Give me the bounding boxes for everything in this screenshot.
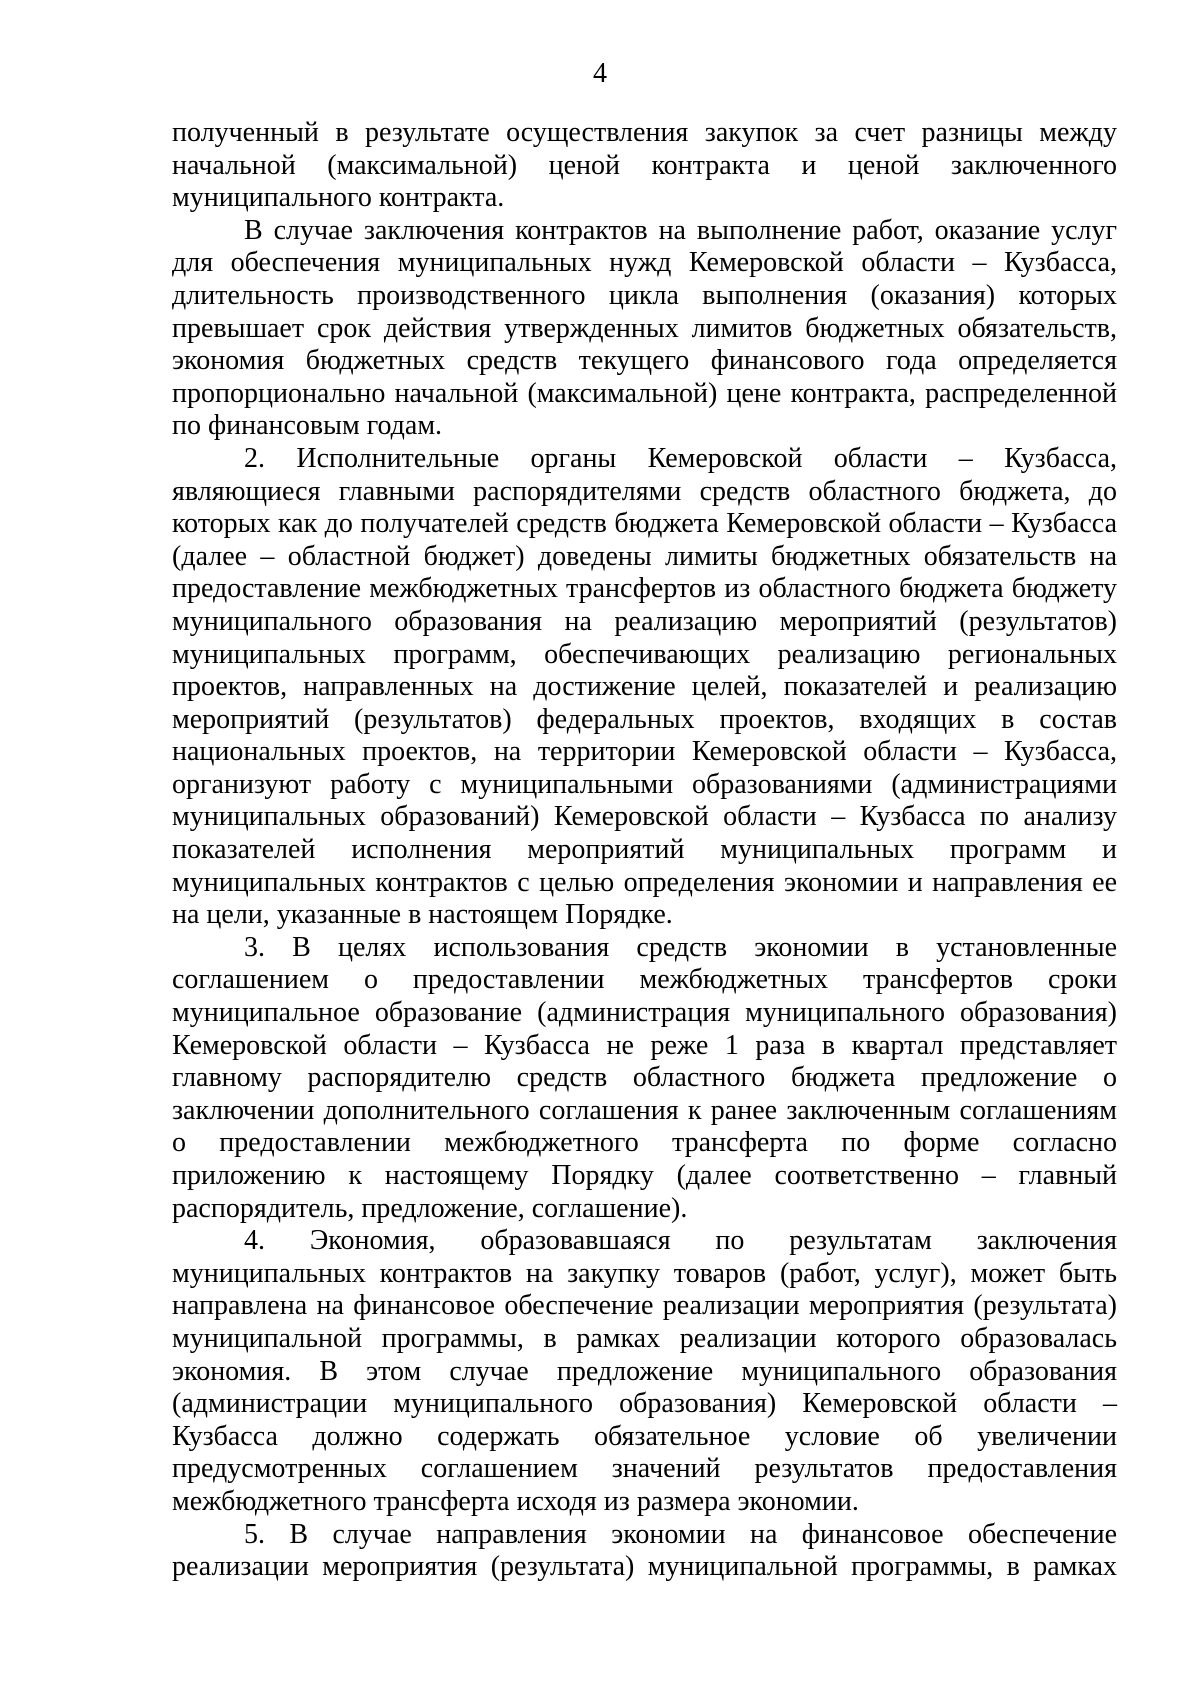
page-number: 4	[593, 58, 607, 89]
document-body	[172, 117, 1117, 1584]
paragraph-item-5: 5. В случае направления экономии на финансовое обеспечение реализации мероприятия (результата) муниципальной программы, в рамках	[172, 1518, 1117, 1583]
paragraph-continuation: полученный в результате осуществления закупок за счет разницы между начальной (максимальной) ценой контракта и ценой заключенного муниципального контракта.	[172, 117, 1117, 214]
paragraph-item-4: 4. Экономия, образовавшаяся по результатам заключения муниципальных контрактов на закупку товаров (работ, услуг), может быть направлена на финансовое обеспечение реализации мероприятия (результата) муниципальной программы, в рамках реализации которого образовалась экономия. В этом случае предложение муниципального образования (администрации муниципального образования) Кемеровской области – Кузбасса должно содержать обязательное условие об увеличении предусмотренных соглашением значений результатов предоставления межбюджетного трансферта исходя из размера экономии.	[172, 1225, 1117, 1517]
paragraph-item-3: 3. В целях использования средств экономии в установленные соглашением о предоставлении межбюджетных трансфертов сроки муниципальное образование (администрация муниципального образования) Кемеровской области – Кузбасса не реже 1 раза в квартал представляет главному распорядителю средств областного бюджета предложение о заключении дополнительного соглашения к ранее заключенным соглашениям о предоставлении межбюджетного трансферта по форме согласно приложению к настоящему Порядку (далее соответственно – главный распорядитель, предложение, соглашение).	[172, 931, 1117, 1224]
paragraph-contracts-economy: В случае заключения контрактов на выполнение работ, оказание услуг для обеспечения муниципальных нужд Кемеровской области – Кузбасса, длительность производственного цикла выполнения (оказания) которых превышает срок действия утвержденных лимитов бюджетных обязательств, экономия бюджетных средств текущего финансового года определяется пропорционально начальной (максимальной) цене контракта, распределенной по финансовым годам.	[172, 214, 1117, 442]
paragraph-item-2: 2. Исполнительные органы Кемеровской области – Кузбасса, являющиеся главными распорядителями средств областного бюджета, до которых как до получателей средств бюджета Кемеровской области – Кузбасса (далее – областной бюджет) доведены лимиты бюджетных обязательств на предоставление межбюджетных трансфертов из областного бюджета бюджету муниципального образования на реализацию мероприятий (результатов) муниципальных программ, обеспечивающих реализацию региональных проектов, направленных на достижение целей, показателей и реализацию мероприятий (результатов) федеральных проектов, входящих в состав национальных проектов, на территории Кемеровской области – Кузбасса, организуют работу с муниципальными образованиями (администрациями муниципальных образований) Кемеровской области – Кузбасса по анализу показателей исполнения мероприятий муниципальных программ и муниципальных контрактов с целью определения экономии и направления ее на цели, указанные в настоящем Порядке.	[172, 442, 1117, 931]
